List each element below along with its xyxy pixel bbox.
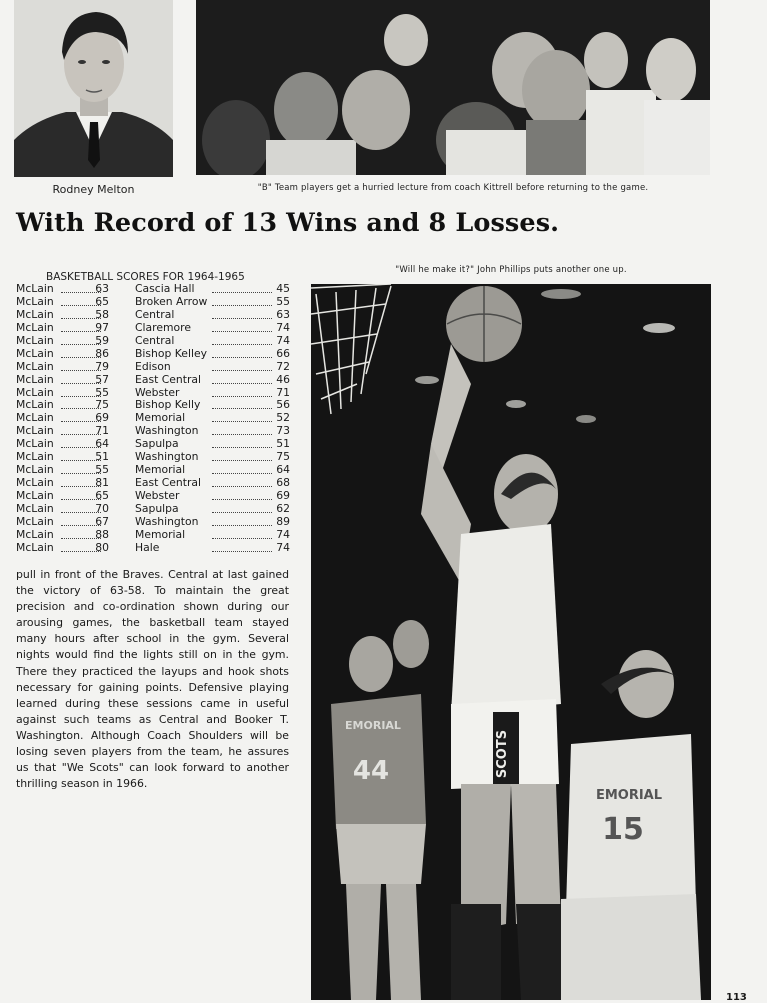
page-number: 113 <box>726 992 747 1003</box>
team-score: 86 <box>95 346 109 360</box>
opponent-score: 62 <box>276 501 290 515</box>
opponent-name: Webster <box>135 385 180 399</box>
team-name: McLain <box>16 540 54 554</box>
scores-table <box>16 283 291 555</box>
opponent-score: 46 <box>276 372 290 386</box>
opponent-score: 74 <box>276 527 290 541</box>
team-score: 69 <box>95 411 109 425</box>
team-score: 55 <box>95 385 109 399</box>
team-score: 65 <box>95 294 109 308</box>
opponent-score: 74 <box>276 333 290 347</box>
opponent-score: 69 <box>276 489 290 502</box>
opponent-name: Memorial <box>135 463 186 477</box>
score-row <box>16 309 291 322</box>
leader-dots <box>212 305 272 306</box>
team-name: McLain <box>16 294 54 308</box>
team-score: 63 <box>95 282 109 295</box>
portrait-photo <box>14 0 173 177</box>
opponent-score: 63 <box>276 307 290 321</box>
opponent-score: 56 <box>276 398 290 412</box>
jersey-text: EMORIAL <box>595 788 663 803</box>
opponent-score: 75 <box>276 450 290 464</box>
opponent-name: Claremore <box>135 320 191 334</box>
leader-dots <box>212 486 272 487</box>
leader-dots <box>212 396 272 397</box>
opponent-name: Bishop Kelly <box>135 398 201 412</box>
team-score: 55 <box>95 463 109 477</box>
team-score: 57 <box>95 372 109 386</box>
score-row <box>16 503 291 516</box>
opponent-score: 74 <box>276 320 290 334</box>
score-row <box>16 490 291 503</box>
team-name: McLain <box>16 527 54 541</box>
jersey-text: EMORIAL <box>345 719 401 732</box>
opponent-name: Bishop Kelley <box>135 346 207 360</box>
jersey-number: 15 <box>602 812 644 847</box>
leader-dots <box>212 357 272 358</box>
score-row <box>16 529 291 542</box>
team-score: 59 <box>95 333 109 347</box>
team-name: McLain <box>16 307 54 321</box>
opponent-name: Central <box>135 307 175 321</box>
leader-dots <box>212 421 272 422</box>
score-row <box>16 335 291 348</box>
team-score: 79 <box>95 359 109 373</box>
headline: With Record of 13 Wins and 8 Losses. <box>16 208 560 238</box>
opponent-score: 51 <box>276 437 290 451</box>
leader-dots <box>212 460 272 461</box>
leader-dots <box>212 473 272 474</box>
team-score: 51 <box>95 450 109 464</box>
team-name: McLain <box>16 450 54 464</box>
opponent-score: 45 <box>276 282 290 295</box>
opponent-name: Hale <box>135 540 160 554</box>
team-name: McLain <box>16 282 54 295</box>
team-name: McLain <box>16 411 54 425</box>
jersey-number: 44 <box>352 756 390 786</box>
opponent-score: 68 <box>276 476 290 490</box>
action-photo-caption: "Will he make it?" John Phillips puts another one up. <box>395 265 627 275</box>
score-row <box>16 296 291 309</box>
team-name: McLain <box>16 437 54 451</box>
opponent-name: Edison <box>135 359 171 373</box>
team-huddle-photo <box>196 0 710 175</box>
score-row <box>16 516 291 529</box>
opponent-name: Webster <box>135 489 180 502</box>
team-name: McLain <box>16 514 54 528</box>
score-row <box>16 542 291 555</box>
opponent-name: Memorial <box>135 411 186 425</box>
team-name: McLain <box>16 346 54 360</box>
team-name: McLain <box>16 359 54 373</box>
team-score: 81 <box>95 476 109 490</box>
leader-dots <box>212 344 272 345</box>
team-photo-caption: "B" Team players get a hurried lecture from coach Kittrell before returning to the game. <box>257 183 649 193</box>
leader-dots <box>212 525 272 526</box>
score-row <box>16 322 291 335</box>
team-score: 71 <box>95 424 109 438</box>
opponent-score: 66 <box>276 346 290 360</box>
leader-dots <box>212 318 272 319</box>
team-name: McLain <box>16 320 54 334</box>
leader-dots <box>212 538 272 539</box>
team-score: 65 <box>95 489 109 502</box>
team-name: McLain <box>16 463 54 477</box>
team-name: McLain <box>16 489 54 502</box>
score-row <box>16 374 291 387</box>
opponent-score: 71 <box>276 385 290 399</box>
team-score: 75 <box>95 398 109 412</box>
opponent-score: 52 <box>276 411 290 425</box>
team-score: 64 <box>95 437 109 451</box>
opponent-name: East Central <box>135 476 202 490</box>
leader-dots <box>212 370 272 371</box>
team-score: 88 <box>95 527 109 541</box>
article-body: pull in front of the Braves. Central at last gained the victory of 63-58. To maintain the great precision and co-ordination shown during our arousing games, the basketball team stayed many hours after school in the gym. Several nights would find the lights still on in the gym. There they practiced the layups and hook shots necessary for gaining points. Defensive playing learned during these sessions came in useful against such teams as Central and Booker T. Washington. Although Coach Shoulders will be losing seven players from the team, he assures us that "We Scots" can look forward to another thrilling season in 1966. <box>16 568 289 791</box>
team-score: 70 <box>95 501 109 515</box>
leader-dots <box>212 408 272 409</box>
team-name: McLain <box>16 372 54 386</box>
leader-dots <box>212 512 272 513</box>
leader-dots <box>212 447 272 448</box>
score-row <box>16 283 291 296</box>
opponent-name: Broken Arrow <box>135 294 208 308</box>
team-name: McLain <box>16 398 54 412</box>
team-score: 67 <box>95 514 109 528</box>
scores-title: BASKETBALL SCORES FOR 1964-1965 <box>46 271 245 283</box>
opponent-score: 73 <box>276 424 290 438</box>
leader-dots <box>212 551 272 552</box>
opponent-name: Washington <box>135 424 199 438</box>
opponent-name: Washington <box>135 450 199 464</box>
opponent-score: 64 <box>276 463 290 477</box>
opponent-score: 55 <box>276 294 290 308</box>
opponent-name: Central <box>135 333 175 347</box>
opponent-name: Cascia Hall <box>135 282 195 295</box>
score-row <box>16 348 291 361</box>
team-score: 58 <box>95 307 109 321</box>
team-score: 97 <box>95 320 109 334</box>
team-name: McLain <box>16 385 54 399</box>
team-name: McLain <box>16 501 54 515</box>
leader-dots <box>212 499 272 500</box>
leader-dots <box>212 383 272 384</box>
opponent-score: 89 <box>276 514 290 528</box>
opponent-score: 74 <box>276 540 290 554</box>
portrait-caption: Rodney Melton <box>52 183 135 196</box>
leader-dots <box>212 434 272 435</box>
score-row <box>16 361 291 374</box>
jersey-text: SCOTS <box>495 729 510 779</box>
team-score: 80 <box>95 540 109 554</box>
team-name: McLain <box>16 424 54 438</box>
basketball-action-photo <box>311 284 711 1000</box>
leader-dots <box>212 331 272 332</box>
opponent-score: 72 <box>276 359 290 373</box>
team-name: McLain <box>16 333 54 347</box>
opponent-name: Memorial <box>135 527 186 541</box>
opponent-name: Washington <box>135 514 199 528</box>
opponent-name: East Central <box>135 372 202 386</box>
team-name: McLain <box>16 476 54 490</box>
leader-dots <box>212 292 272 293</box>
opponent-name: Sapulpa <box>135 437 179 451</box>
opponent-name: Sapulpa <box>135 501 179 515</box>
